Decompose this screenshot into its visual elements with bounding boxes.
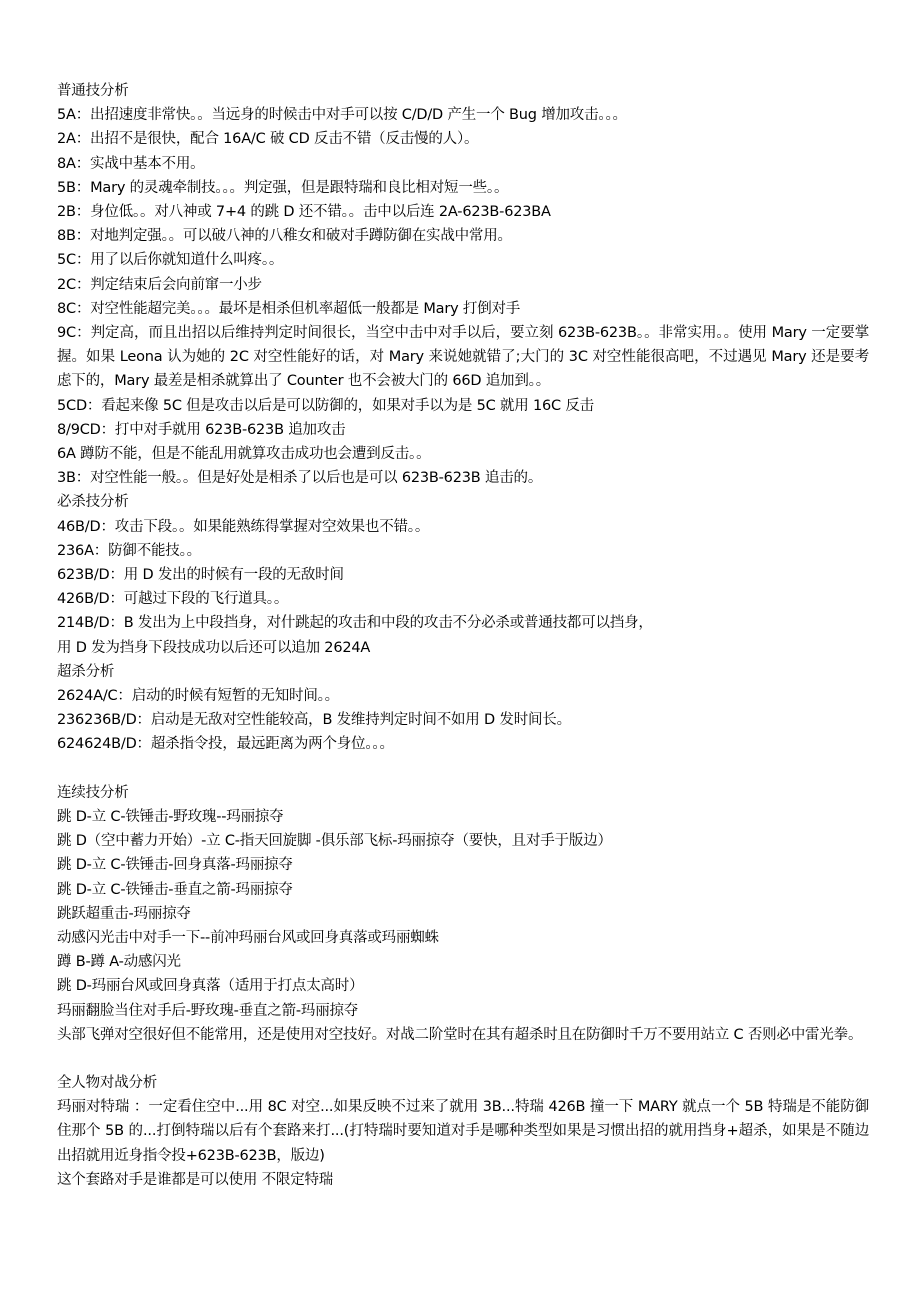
matchup-line-terry: 玛丽对特瑞 ：一定看住空中...用 8C 对空...如果反映不过来了就用 3B...特瑞 426B 撞一下 MARY 就点一个 5B 特瑞是不能防御住那个 5B 的...打倒特瑞以后有个套路来打...(打特瑞时要知道对手是哪种类型如果是习惯出招的就用挡身+超杀，如果是不随边出招就用近身指令投+623B-623B，版边) — [57, 1099, 869, 1164]
super-line-624624bd: 624624B/D：超杀指令投，最远距离为两个身位。。。 — [57, 736, 394, 753]
combo-line: 蹲 B-蹲 A-动感闪光 — [57, 954, 181, 971]
section-heading-super-moves: 超杀分析 — [57, 663, 115, 680]
combo-line: 玛丽翻脸当住对手后-野玫瑰-垂直之箭-玛丽掠夺 — [57, 1002, 359, 1019]
combo-line: 跳 D-立 C-铁锤击-回身真落-玛丽掠夺 — [57, 857, 293, 874]
move-line-8b: 8B：对地判定强。。可以破八神的八稚女和破对手蹲防御在实战中常用。 — [57, 228, 512, 245]
special-line-46bd: 46B/D：攻击下段。。如果能熟练得掌握对空效果也不错。。 — [57, 518, 430, 535]
move-line-3b: 3B：对空性能一般。。但是好处是相杀了以后也是可以 623B-623B 追击的。 — [57, 470, 543, 487]
special-line-426bd: 426B/D：可越过下段的飞行道具。。 — [57, 591, 289, 608]
section-heading-combos: 连续技分析 — [57, 784, 129, 801]
combo-line: 动感闪光击中对手一下--前冲玛丽台风或回身真落或玛丽蜘蛛 — [57, 929, 439, 946]
super-line-2624ac: 2624A/C：启动的时候有短暂的无知时间。。 — [57, 688, 339, 705]
move-line-8c: 8C：对空性能超完美。。。最坏是相杀但机率超低一般都是 Mary 打倒对手 — [57, 300, 521, 317]
combo-line: 跳 D-立 C-铁锤击-垂直之箭-玛丽掠夺 — [57, 881, 293, 898]
section-heading-special-moves: 必杀技分析 — [57, 494, 129, 511]
special-line-236a: 236A：防御不能技。。 — [57, 542, 201, 559]
move-line-6a: 6A 蹲防不能，但是不能乱用就算攻击成功也会遭到反击。。 — [57, 446, 431, 463]
special-line-623bd: 623B/D：用 D 发出的时候有一段的无敌时间 — [57, 567, 344, 584]
combo-line: 跳 D-立 C-铁锤击-野玫瑰--玛丽掠夺 — [57, 808, 284, 825]
move-line-5cd: 5CD：看起来像 5C 但是攻击以后是可以防御的，如果对手以为是 5C 就用 16C 反击 — [57, 397, 594, 414]
combo-line: 跳 D（空中蓄力开始）-立 C-指天回旋脚 -俱乐部飞标-玛丽掠夺（要快，且对手于版边） — [57, 833, 612, 850]
matchup-note: 这个套路对手是谁都是可以使用 不限定特瑞 — [57, 1171, 334, 1188]
document-body — [57, 79, 869, 1192]
move-line-8a: 8A：实战中基本不用。 — [57, 155, 205, 172]
spacer — [57, 1047, 869, 1071]
move-line-2a: 2A：出招不是很快，配合 16A/C 破 CD 反击不错（反击慢的人）。 — [57, 131, 479, 148]
combo-line: 跳跃超重击-玛丽掠夺 — [57, 905, 191, 922]
move-line-9c: 9C：判定高，而且出招以后维持判定时间很长，当空中击中对手以后，要立刻 623B-623B。。非常实用。。使用 Mary 一定要掌握。如果 Leona 认为她的 2C 对空性能好的话，对 Mary 来说她就错了;大门的 3C 对空性能很高吧，不过遇见 Mary 还是要考虑下的，Mary 最差是相杀就算出了 Counter 也不会被大门的 66D 追加到。。 — [57, 325, 869, 390]
combo-line: 跳 D-玛丽台风或回身真落（适用于打点太高时） — [57, 978, 364, 995]
move-line-2b: 2B：身位低。。对八神或 7+4 的跳 D 还不错。。击中以后连 2A-623B-623BA — [57, 204, 551, 221]
section-heading-normal-moves: 普通技分析 — [57, 83, 129, 99]
special-line-214bd: 214B/D：B 发出为上中段挡身，对什跳起的攻击和中段的攻击不分必杀或普通技都可以挡身， — [57, 615, 653, 632]
super-line-236236bd: 236236B/D：启动是无敌对空性能较高，B 发维持判定时间不如用 D 发时间长。 — [57, 712, 571, 729]
move-line-5a: 5A：出招速度非常快。。当远身的时候击中对手可以按 C/D/D 产生一个 Bug 增加攻击。。。 — [57, 107, 627, 124]
move-line-2c: 2C：判定结束后会向前窜一小步 — [57, 276, 262, 293]
combo-note: 头部飞弹对空很好但不能常用，还是使用对空技好。对战二阶堂时在其有超杀时且在防御时千万不要用站立 C 否则必中雷光拳。 — [57, 1026, 863, 1043]
section-heading-matchups: 全人物对战分析 — [57, 1074, 158, 1091]
move-line-5c: 5C：用了以后你就知道什么叫疼。。 — [57, 252, 284, 269]
spacer — [57, 757, 869, 781]
special-line-214bd-cont: 用 D 发为挡身下段技成功以后还可以追加 2624A — [57, 639, 371, 656]
move-line-5b: 5B：Mary 的灵魂牵制技。。。判定强，但是跟特瑞和良比相对短一些。。 — [57, 179, 509, 196]
move-line-89cd: 8/9CD：打中对手就用 623B-623B 追加攻击 — [57, 421, 346, 438]
